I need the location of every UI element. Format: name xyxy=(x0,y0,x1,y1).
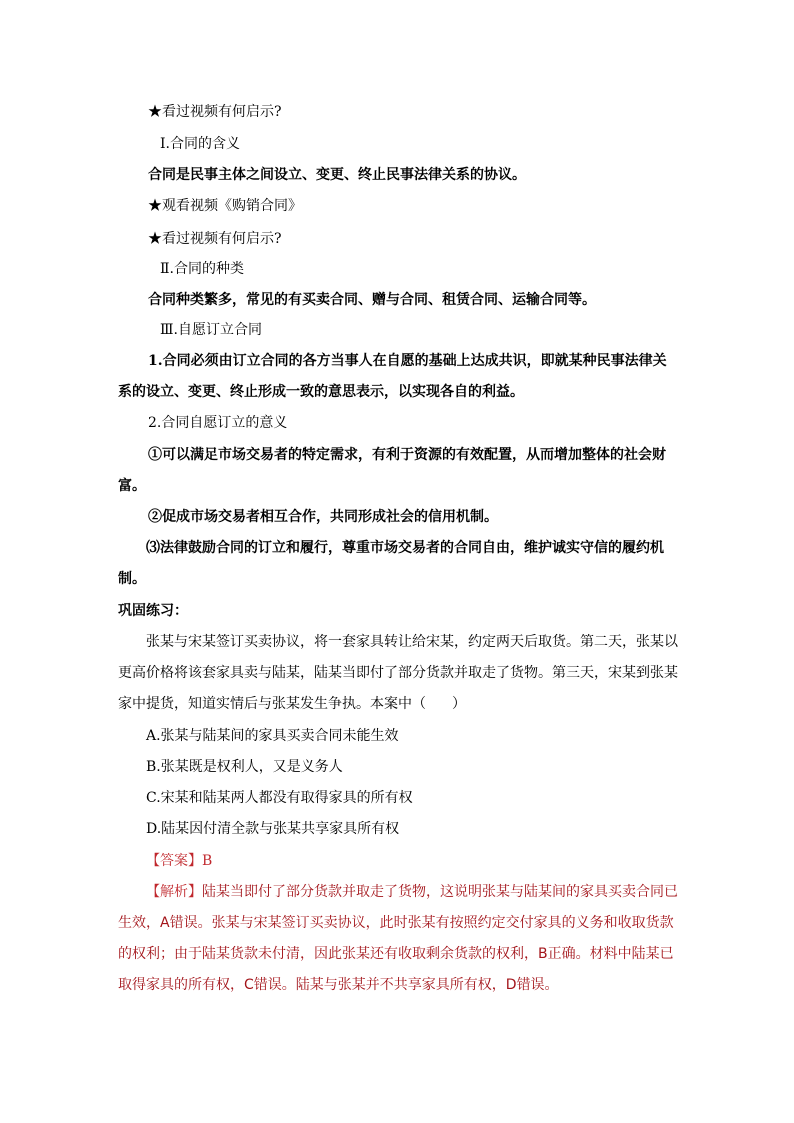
significance-2: ②促成市场交易者相互合作，共同形成社会的信用机制。 xyxy=(148,509,498,525)
analysis-line2: 生效，A错误。张某与宋某签订买卖协议，此时张某有按照约定交付家具的义务和收取货款 xyxy=(118,915,674,931)
option-c: C.宋某和陆某两人都没有取得家具的所有权 xyxy=(146,790,413,806)
heading-contract-meaning: Ⅰ.合同的含义 xyxy=(160,136,240,152)
answer-value: B xyxy=(202,853,213,869)
analysis-label: 【解析】 xyxy=(146,884,202,900)
heading-significance: 2.合同自愿订立的意义 xyxy=(148,415,288,431)
significance-1-line1: ①可以满足市场交易者的特定需求，有利于资源的有效配置，从而增加整体的社会财 xyxy=(148,447,666,463)
contract-meaning-text: 合同是民事主体之间设立、变更、终止民事法律关系的协议。 xyxy=(148,167,526,183)
answer-line xyxy=(146,851,212,871)
significance-3-line1: ⑶法律鼓励合同的订立和履行，尊重市场交易者的合同自由，维护诚实守信的履约机 xyxy=(146,540,664,556)
question-stem-line2: 更高价格将该套家具卖与陆某，陆某当即付了部分货款并取走了货物。第三天，宋某到张某 xyxy=(118,665,678,681)
analysis-line3: 的权利；由于陆某货款未付清，因此张某还有收取剩余货款的权利，B正确。材料中陆某已 xyxy=(118,946,674,962)
answer-label: 【答案】 xyxy=(146,853,202,869)
heading-voluntary-contract: Ⅲ.自愿订立合同 xyxy=(160,322,262,338)
watch-video-prompt: ★观看视频《购销合同》 xyxy=(148,198,302,214)
exercise-heading: 巩固练习： xyxy=(118,603,188,619)
option-a: A.张某与陆某间的家具买卖合同未能生效 xyxy=(146,728,399,744)
significance-1-line2: 富。 xyxy=(118,478,146,494)
significance-3-line2: 制。 xyxy=(118,571,146,587)
analysis-line4: 取得家具的所有权，C错误。陆某与张某并不共享家具所有权，D错误。 xyxy=(118,977,559,993)
option-b: B.张某既是权利人，又是义务人 xyxy=(146,759,343,775)
voluntary-point-1-line2: 系的设立、变更、终止形成一致的意思表示，以实现各自的利益。 xyxy=(118,384,524,400)
video-question-1: ★看过视频有何启示? xyxy=(148,104,282,120)
question-stem-line1: 张某与宋某签订买卖协议，将一套家具转让给宋某，约定两天后取货。第二天，张某以 xyxy=(146,634,678,650)
question-stem-line3 xyxy=(118,694,466,714)
heading-contract-types: Ⅱ.合同的种类 xyxy=(160,261,244,277)
analysis-line1: 【解析】陆某当即付了部分货款并取走了货物，这说明张某与陆某间的家具买卖合同已 xyxy=(146,884,678,900)
question-stem-bracket-close: ） xyxy=(452,696,466,712)
question-stem-text: 家中提货，知道实情后与张某发生争执。本案中（ xyxy=(118,696,426,712)
voluntary-point-1-line1: 1.合同必须由订立合同的各方当事人在自愿的基础上达成共识，即就某种民事法律关 xyxy=(148,353,667,369)
contract-types-text: 合同种类繁多，常见的有买卖合同、赠与合同、租赁合同、运输合同等。 xyxy=(148,292,596,308)
option-d: D.陆某因付清全款与张某共享家具所有权 xyxy=(146,821,400,837)
video-question-2: ★看过视频有何启示? xyxy=(148,231,282,247)
